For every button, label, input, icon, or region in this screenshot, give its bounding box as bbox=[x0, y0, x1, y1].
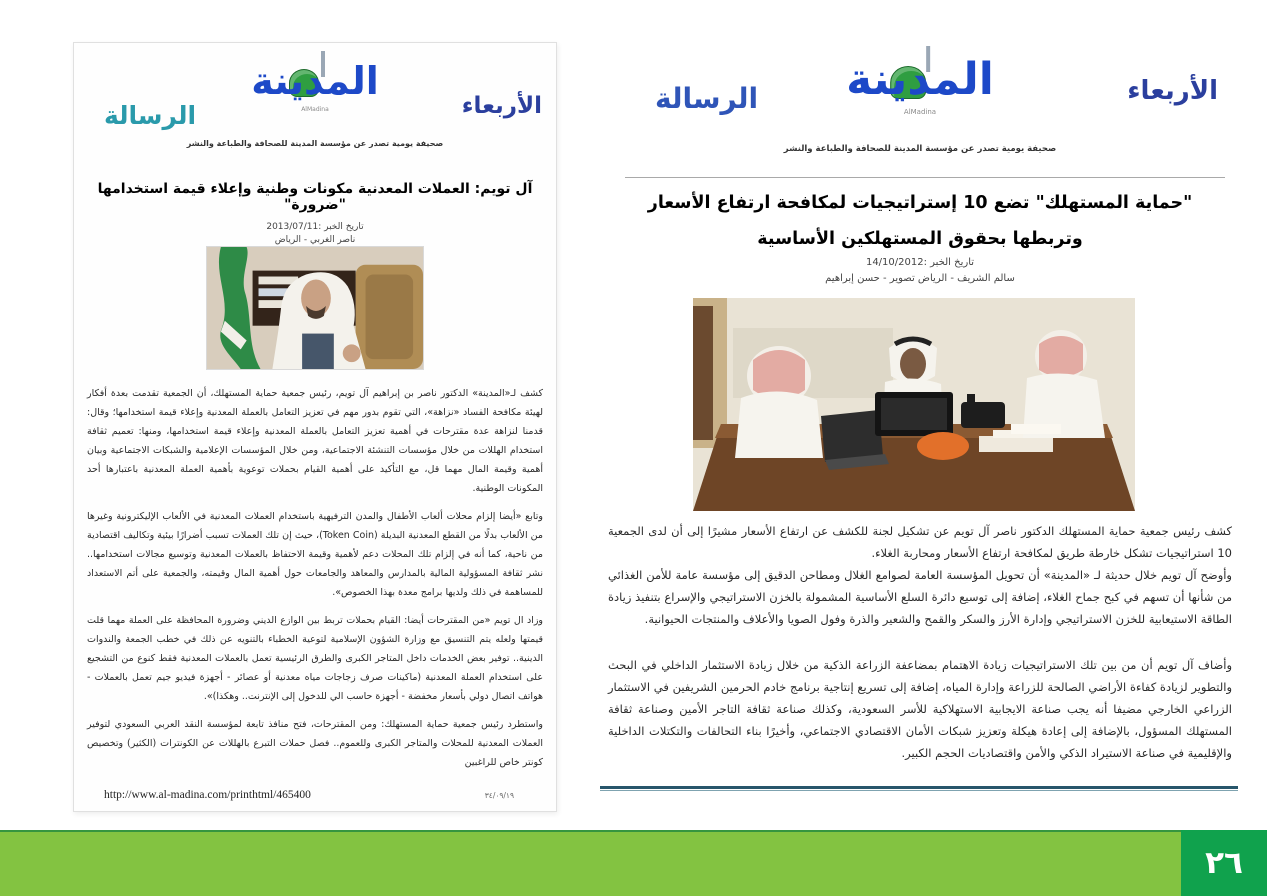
footer-green-stripe bbox=[0, 830, 1267, 896]
newspaper-tagline: صحيفة يومية تصدر عن مؤسسة المدينة للصحافة والطباعة والنشر bbox=[783, 144, 1057, 154]
laptop-icon bbox=[821, 410, 883, 462]
right-article-page bbox=[600, 40, 1240, 812]
arbiaa-logo: الأربعاء bbox=[461, 93, 542, 119]
resalah-logo: الرسالة bbox=[655, 82, 759, 115]
person-left bbox=[735, 391, 823, 458]
article-byline: سالم الشريف - الرياض تصوير - حسن إبراهيم bbox=[825, 273, 1015, 284]
madina-logo-caption: AlMadina bbox=[903, 107, 937, 116]
madina-logo-caption: AlMadina bbox=[301, 105, 329, 113]
paragraph: وأضاف آل تويم أن من بين تلك الاستراتيجيات زيادة الاهتمام بمضاعفة الزراعة الذكية من خلال زيادة الاستثمار الداخلي في البحث والتطوير لزيادة كفاءة الأراضي الصالحة للزراعة وإدارة المياه، إضافة إلى تسريع إنتاجية برنامج خادم الحرمين الشريفين في الاستثمار الزراعي الخارجي مضيفا أنه يجب صناعة الايجابية الاستهلاكية للأسر السعودية، وكذلك صناعة ثقافة التاجر الأمين وصناعة ثقافة المستهلك المسؤول، بالإضافة إلى إعادة هيكلة وتعزيز شبكات الأمان الاقتصادي الاجتماعي، وأخيرًا بناء التحالفات والتكتلات الداخلية والإقليمية في صناعة الاستيراد الذكي والأمن واقتصاديات الحجم الكبير. bbox=[608, 658, 1232, 760]
page-number-badge bbox=[1181, 830, 1267, 896]
article-headline: "حماية المستهلك" تضع 10 إستراتيجيات لمكافحة ارتفاع الأسعار وتربطها بحقوق المستهلكين الأساسية bbox=[647, 193, 1193, 249]
inner-shirt bbox=[302, 334, 334, 369]
madina-logo-text: المدينة bbox=[251, 59, 379, 103]
hand bbox=[343, 344, 361, 362]
face bbox=[900, 348, 926, 380]
madina-logo-text: المدينة bbox=[846, 54, 994, 105]
paragraph: وأوضح آل تويم خلال حديثة لـ «المدينة» أن تحويل المؤسسة العامة لصوامع الغلال ومطاحن الدقيق إلى مؤسسة عامة للأمن الغذائي من شأنها أن تسهم في كبح جماح الغلاء، إضافة إلى توسيع دائرة السلع الأساسية المشمولة بالخزن الاستراتيجي والإسراع بتنفيذ زيادة الطاقة الاستيعابية للخزن الاستراتيجي وإدارة الأرز والسكر والقمح والشعير والذرة وفول الصويا والأعلاف والمنتجات الحيوانية. bbox=[608, 568, 1232, 626]
resalah-logo: الرسالة bbox=[104, 101, 197, 130]
orange-bag bbox=[917, 432, 969, 460]
right-article-photo bbox=[693, 298, 1135, 511]
office-portrait-photo bbox=[207, 247, 423, 369]
article-body bbox=[608, 520, 1232, 764]
papers bbox=[979, 436, 1053, 452]
newspaper-tagline: صحيفة يومية تصدر عن مؤسسة المدينة للصحافة والطباعة والنشر bbox=[186, 139, 444, 148]
header-divider bbox=[625, 177, 1225, 178]
article-headline: آل تويم: العملات المعدنية مكونات وطنية وإعلاء قيمة استخدامها "ضرورة" bbox=[97, 181, 533, 213]
page-number: ٢٦ bbox=[1205, 845, 1243, 881]
paragraph: واستطرد رئيس جمعية حماية المستهلك: ومن المقترحات، فتح منافذ تابعة لمؤسسة النقد العربي السعودي لتوفير العملات المعدنية للمحلات والمتاجر الكبرى وللعموم.. فصل حملات التبرع بالهللات عن الكونترات (الكثير) وتخصيص كونتر خاص للراغبين bbox=[87, 719, 543, 768]
paragraph: كشف رئيس جمعية حماية المستهلك الدكتور ناصر آل تويم عن تشكيل لجنة للكشف عن ارتفاع الأسعار مشيرًا إلى أن لدى الجمعية 10 استراتيجيات تشكل خارطة طريق لمكافحة ارتفاع الأسعار ومحاربة الغلاء. bbox=[608, 524, 1232, 560]
paragraph: وتابع «أيضا إلزام محلات ألعاب الأطفال والمدن الترفيهية باستخدام العملات المعدنية في الألعاب الإليكترونية وغيرها من الألعاب بدلًا من القطع المعدنية البديلة (Token Coin)، حيث إن تلك العملات تسبب أضرارًا بيئية وتكاليف اقتصادية من ناحية، كما أنه في إلزام تلك المحلات دعم لأهمية وقيمة الاحتفاظ بالعملات المعدنية وتوسيع مجالات استخدامها.. نشر ثقافة المسؤولية المالية بالمدارس والمعاهد والجامعات حول أهمية المال وقيمته، والجمعية على أتم الاستعداد للمساهمة في ذلك ولديها برامج معدة بهذا الخصوص». bbox=[87, 511, 543, 598]
article-bottom-divider bbox=[600, 786, 1238, 791]
article-byline: ناصر الغربي - الرياض bbox=[274, 235, 356, 245]
hijri-date: ٣٤/٠٩/١٩ bbox=[484, 790, 514, 800]
paragraph: وزاد ال تويم «من المقترحات أيضا: القيام بحملات تربط بين الوازع الديني وضرورة المحافظة على العملة مهما قلت قيمتها ولعله يتم التنسيق مع وزارة الشؤون الإسلامية لتوعية الخطباء بالتنويه عن ذلك في خطب الجمعة والندوات الدينية.. توفير بعض الخدمات داخل المتاجر الكبرى والطرق الرئيسية تعمل بالعملات المعدنية فقط كنوع من التشجيع على استخدام العملة المعدنية (ماكينات صرف زجاجات مياه معدنية أو عصائر - أجهزة فيديو جيم تعمل بالعملات - هواتف اتصال دولي بأسعار مخفضة - أجهزة حاسب الي للدخول إلى الإنترنت.. وهكذا)». bbox=[87, 615, 543, 702]
source-url: http://www.al-madina.com/printhtml/465400 bbox=[104, 789, 311, 801]
left-article-photo bbox=[206, 246, 424, 370]
madina-masthead-logo bbox=[846, 54, 994, 116]
left-article-page bbox=[73, 42, 557, 812]
article-date: تاريخ الخبر :2013/07/11 bbox=[266, 222, 364, 232]
page-footer bbox=[104, 789, 514, 801]
arbiaa-logo: الأربعاء bbox=[1127, 76, 1218, 106]
meeting-photo bbox=[693, 298, 1135, 511]
article-date: تاريخ الخبر :14/10/2012 bbox=[865, 257, 975, 268]
paragraph: كشف لـ«المدينة» الدكتور ناصر بن إبراهيم آل تويم، رئيس جمعية حماية المستهلك، أن الجمعية تقدمت بعدة أفكار لهيئة مكافحة الفساد «نزاهة»، التي تقوم بدور مهم في تعزيز التعامل بالعملة المعدنية وإعلاء قيمة استخدامها؛ وقال: قدمنا لنزاهة عدة مقترحات في أهمية تعزيز التعامل بالعملة المعدنية وإعلاء قيمة استخدامها، ومنها: تعميم ثقافة استخدام الهللات من خلال مؤسسات التنشئة الاجتماعية، ومن خلال المؤسسات الإعلامية والشبكات الاجتماعية وبيان أهمية وقيمة المال مهما قل، مع التأكيد على أهمية القيام بحملات توعوية بأهمية العملة المعدنية باعتبارها أحد المكونات الوطنية. bbox=[87, 388, 543, 494]
article-body bbox=[87, 384, 543, 781]
